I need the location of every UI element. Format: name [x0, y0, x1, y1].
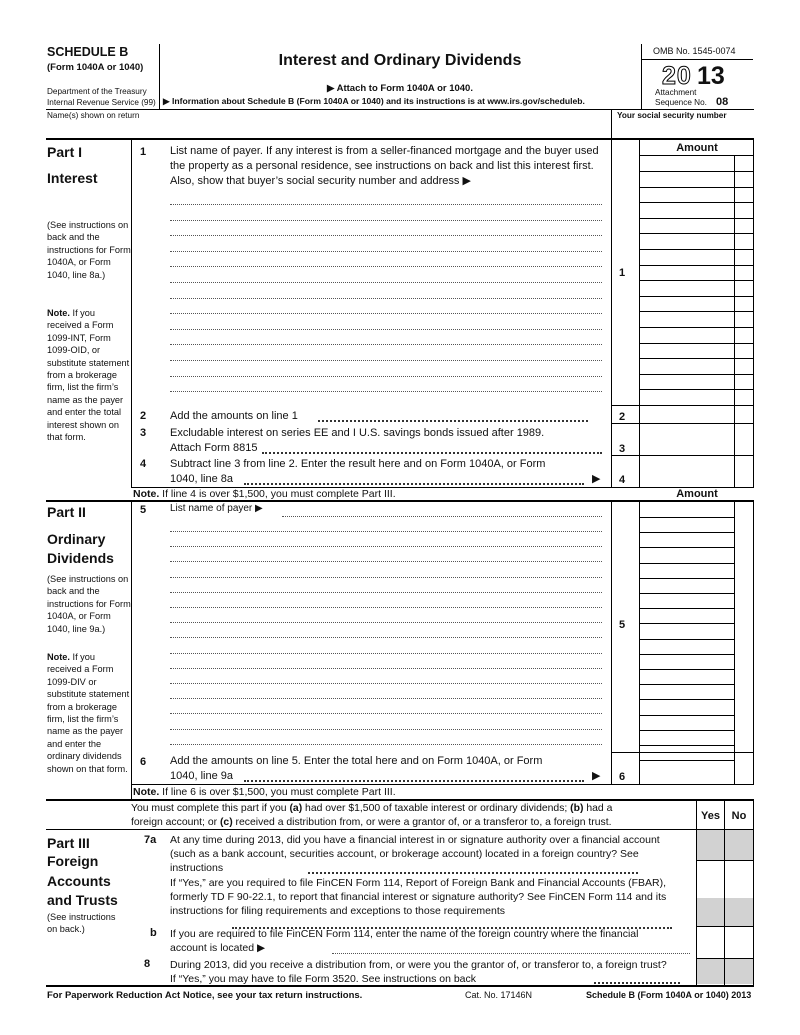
foreign-country-input[interactable]	[332, 953, 690, 954]
line8-yes-box[interactable]	[697, 959, 724, 984]
form-subtitle: (Form 1040A or 1040)	[47, 62, 144, 73]
payer-entry-line[interactable]	[170, 729, 602, 730]
part2-name-2: Dividends	[47, 550, 114, 566]
payer-entry-line[interactable]	[170, 653, 602, 654]
payer-entry-line[interactable]	[170, 313, 602, 314]
part3-name-1: Foreign	[47, 853, 99, 869]
form-identifier: Schedule B (Form 1040A or 1040) 2013	[586, 990, 752, 1000]
part1-see-instructions: (See instructions on back and the instructions for Form 1040A, or Form 1040, line 8a.)	[47, 220, 131, 280]
amount-row-line	[639, 358, 753, 359]
line4-text-a: Subtract line 3 from line 2. Enter the result here and on Form 1040A, or Form	[170, 458, 546, 470]
payer-entry-line[interactable]	[170, 391, 602, 392]
part1-footnote: Note. If line 4 is over $1,500, you must complete Part III.	[133, 488, 396, 500]
payer-entry-line[interactable]	[170, 637, 602, 638]
line8-no-box[interactable]	[725, 959, 753, 984]
attachment-label: Attachment	[655, 88, 697, 97]
amount-row-line	[639, 218, 753, 219]
payer-entry-line[interactable]	[170, 698, 602, 699]
part1-amount-header: Amount	[676, 142, 718, 154]
amount-row-line	[639, 593, 734, 594]
payer-entry-line[interactable]	[170, 282, 602, 283]
line1-box: 1	[619, 267, 626, 279]
payer-entry-line[interactable]	[170, 531, 602, 532]
part1-note: Note. If you received a Form 1099-INT, Form 1099-OID, or substitute statement from a brokerage firm, list the firm’s name as the payer and enter the total interest shown on that form.	[47, 308, 130, 443]
payer-entry-line[interactable]	[170, 713, 602, 714]
paperwork-notice: For Paperwork Reduction Act Notice, see your tax return instructions.	[47, 990, 363, 1001]
catalog-number: Cat. No. 17146N	[465, 990, 533, 1000]
line4-box: 4	[619, 474, 626, 486]
year-bold: 13	[697, 62, 725, 90]
line7a-text: At any time during 2013, did you have a financial interest in or signature authority over a financial account (such as a bank account, securities account, or brokerage account) located in a foreign country? See instructions	[170, 834, 660, 874]
part1-label: Part I	[47, 144, 83, 160]
part3-name-3: and Trusts	[47, 892, 118, 908]
line6-box: 6	[619, 771, 626, 783]
payer-entry-line[interactable]	[170, 592, 602, 593]
info-line: ▶ Information about Schedule B (Form 1040A or 1040) and its instructions is at www.irs.gov/scheduleb.	[163, 96, 585, 106]
part1-name: Interest	[47, 170, 98, 186]
amount-row-line	[639, 202, 753, 203]
payer-entry-line[interactable]	[170, 329, 602, 330]
part2-note: Note. If you received a Form 1099-DIV or substitute statement from a brokerage firm, list the firm’s name as the payer and enter the ordinary dividends shown on that form.	[47, 652, 130, 774]
amount-row-line	[639, 563, 734, 564]
irs-label: Internal Revenue Service (99)	[47, 98, 156, 107]
payer-entry-line[interactable]	[170, 744, 602, 745]
sequence-label: Sequence No.	[655, 98, 707, 107]
amount-row-line	[639, 699, 734, 700]
line8-number: 8	[144, 958, 151, 970]
amount-row-line	[639, 730, 734, 731]
amount-row-line	[639, 684, 734, 685]
amount-row-line	[639, 608, 734, 609]
ssn-label: Your social security number	[617, 111, 727, 120]
line5-box: 5	[619, 619, 626, 631]
line6-text-a: Add the amounts on line 5. Enter the total here and on Form 1040A, or Form	[170, 755, 543, 767]
payer-entry-line[interactable]	[170, 622, 602, 623]
form-name: SCHEDULE B	[47, 45, 129, 59]
line7a-number: 7a	[144, 834, 157, 846]
line2-text: Add the amounts on line 1	[170, 410, 298, 422]
payer-entry-line[interactable]	[170, 298, 602, 299]
line7a-fbar-no-box[interactable]	[725, 898, 753, 926]
amount-row-line	[639, 280, 753, 281]
payer-entry-line[interactable]	[170, 577, 602, 578]
line3-text-a: Excludable interest on series EE and I U.S. savings bonds issued after 1989.	[170, 427, 545, 439]
amount-row-line	[639, 389, 753, 390]
payer-entry-line[interactable]	[170, 360, 602, 361]
line7a-followup-text: If “Yes,” are you required to file FinCEN Form 114, Report of Foreign Bank and Financial Accounts (FBAR), formerly TD F 90-22.1, to report that financial interest or signature authority? See FinCEN Form 114 and its instructions for filing requirements and exceptions to those requirements	[170, 877, 667, 917]
amount-row-line	[639, 654, 734, 655]
amount-row-line	[639, 405, 753, 406]
line1-text: List name of payer. If any interest is from a seller-financed mortgage and the buyer used the property as a personal residence, see instructions on back and list this interest first. Also, show that buyer’s social security number and address ▶	[170, 145, 599, 187]
amount-row-line	[639, 547, 734, 548]
amount-row-line	[639, 171, 753, 172]
payer-entry-line[interactable]	[170, 546, 602, 547]
payer-entry-line[interactable]	[170, 607, 602, 608]
amount-row-line	[639, 760, 734, 761]
amount-row-line	[639, 532, 734, 533]
amount-row-line	[639, 327, 753, 328]
part2-footnote: Note. If line 6 is over $1,500, you must complete Part III.	[133, 786, 396, 798]
part2-see-instructions: (See instructions on back and the instructions for Form 1040A, or Form 1040, line 9a.)	[47, 574, 131, 634]
line7a-no-box[interactable]	[725, 830, 753, 860]
amount-row-line	[639, 233, 753, 234]
payer-entry-line[interactable]	[170, 344, 602, 345]
payer-entry-line[interactable]	[170, 683, 602, 684]
amount-row-line	[639, 296, 753, 297]
line7b-number: b	[150, 927, 157, 939]
line5-text: List name of payer ▶	[170, 503, 263, 514]
line7b-text: If you are required to file FinCEN Form 114, enter the name of the foreign country where the financial account is located ▶	[170, 928, 639, 954]
amount-row-line	[639, 374, 753, 375]
amount-row-line	[639, 715, 734, 716]
payer-entry-line[interactable]	[170, 266, 602, 267]
amount-row-line	[639, 265, 753, 266]
amount-row-line	[639, 639, 734, 640]
line4-number: 4	[140, 458, 147, 470]
payer-entry-line[interactable]	[170, 668, 602, 669]
amount-row-line	[639, 578, 734, 579]
amount-row-line	[639, 669, 734, 670]
line2-number: 2	[140, 410, 147, 422]
line7a-yes-box[interactable]	[697, 830, 724, 860]
omb-number: OMB No. 1545-0074	[653, 46, 736, 56]
names-label: Name(s) shown on return	[47, 111, 140, 120]
line1-number: 1	[140, 146, 147, 158]
payer-entry-line[interactable]	[170, 561, 602, 562]
amount-row-line	[639, 311, 753, 312]
part2-label: Part II	[47, 504, 86, 520]
payer-entry-line[interactable]	[170, 251, 602, 252]
department: Department of the Treasury	[47, 87, 147, 96]
part3-name-2: Accounts	[47, 873, 111, 889]
line6-number: 6	[140, 756, 147, 768]
payer-entry-line[interactable]	[170, 220, 602, 221]
line6-text-b: 1040, line 9a	[170, 770, 233, 782]
part2-name-1: Ordinary	[47, 531, 106, 547]
page-title: Interest and Ordinary Dividends	[278, 52, 522, 69]
line2-box: 2	[619, 411, 626, 423]
line3-box: 3	[619, 443, 626, 455]
part2-amount-header: Amount	[676, 488, 718, 500]
amount-row-line	[639, 249, 753, 250]
line4-text-b: 1040, line 8a	[170, 473, 233, 485]
sequence-number: 08	[716, 96, 729, 108]
line3-number: 3	[140, 427, 147, 439]
amount-row-line	[639, 187, 753, 188]
year-outline: 20	[662, 62, 692, 90]
amount-row-line	[639, 745, 734, 746]
payer-entry-line[interactable]	[170, 235, 602, 236]
amount-row-line	[639, 343, 753, 344]
yes-column-header: Yes	[701, 810, 720, 822]
payer-entry-line[interactable]	[170, 204, 602, 205]
part3-see-instructions: (See instructions on back.)	[47, 912, 116, 935]
amount-row-line	[639, 517, 734, 518]
line8-text: During 2013, did you receive a distribution from, or were you the grantor of, or transferor to, a foreign trust? If “Yes,” you may have to file Form 3520. See instructions on back	[170, 959, 667, 985]
attach-instruction: ▶ Attach to Form 1040A or 1040.	[327, 83, 473, 94]
payer-entry-line[interactable]	[170, 376, 602, 377]
no-column-header: No	[731, 810, 747, 822]
amount-row-line	[639, 623, 734, 624]
line5-number: 5	[140, 504, 147, 516]
part3-label: Part III	[47, 835, 90, 851]
line3-text-b: Attach Form 8815	[170, 442, 258, 454]
line7a-fbar-yes-box[interactable]	[697, 898, 724, 926]
part3-intro: You must complete this part if you (a) had over $1,500 of taxable interest or ordinary dividends; (b) had a foreign account; or (c) received a distribution from, or were a grantor of, or a transferor to, a foreign trust.	[131, 803, 613, 828]
